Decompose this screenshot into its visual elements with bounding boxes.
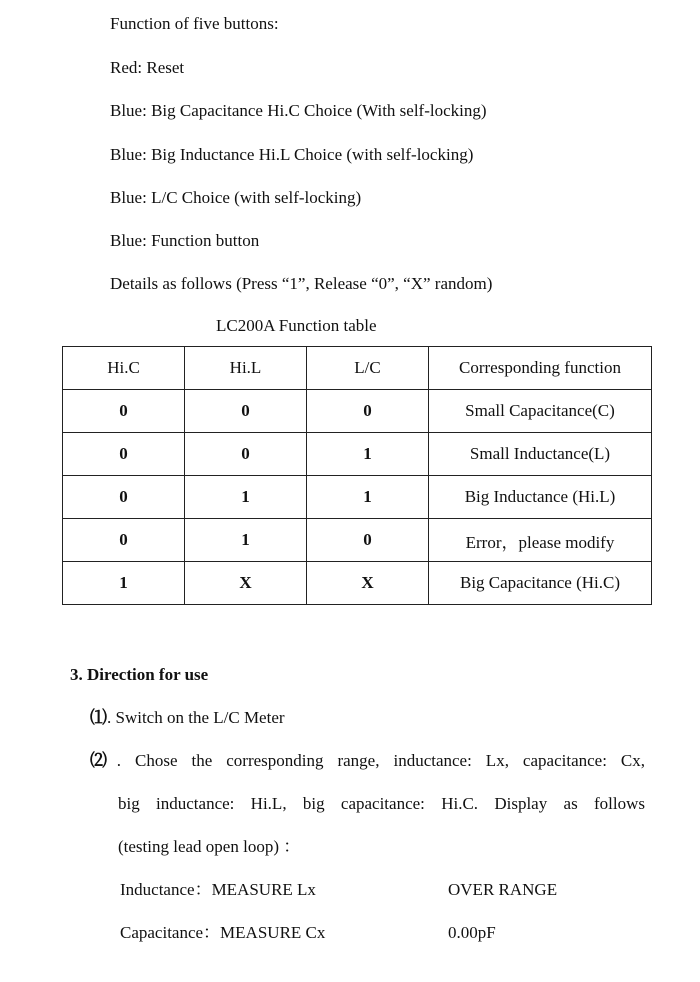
cell-hic: 0 [63,433,185,476]
cell-function: Big Inductance (Hi.L) [429,476,652,519]
header-lc: L/C [307,347,429,390]
intro-line-hic-choice: Blue: Big Capacitance Hi.C Choice (With self-locking) [110,101,487,120]
intro-heading: Function of five buttons: [110,14,279,33]
table-row [63,433,652,476]
cell-lc: X [307,562,429,605]
table-row [63,519,652,562]
table-row [63,476,652,519]
step-2-line-2: big inductance: Hi.L, big capacitance: Hi.C. Display as follows [118,794,645,813]
step-1-marker: ⑴ [90,708,107,727]
intro-line-hil-choice: Blue: Big Inductance Hi.L Choice (with self-locking) [110,145,474,164]
cell-function: Small Inductance(L) [429,433,652,476]
cell-hic: 0 [63,519,185,562]
cell-lc: 0 [307,390,429,433]
cell-function: Error，please modify [429,519,652,562]
cell-hil: 1 [185,476,307,519]
cell-hic: 0 [63,476,185,519]
intro-line-details: Details as follows (Press “1”, Release “0”, “X” random) [110,274,493,293]
section-title: 3. Direction for use [70,665,209,684]
function-table [62,346,652,605]
step-2-line-1 [90,751,645,771]
step-2-marker: ⑵ [90,751,117,770]
header-hil: Hi.L [185,347,307,390]
example-capacitance-label: Capacitance：MEASURE Cx [120,923,326,942]
cell-lc: 1 [307,433,429,476]
header-function: Corresponding function [429,347,652,390]
table-caption: LC200A Function table [216,316,377,335]
table-row [63,562,652,605]
step-2-text-1: . Chose the corresponding range, inductance: Lx, capacitance: Cx, [116,751,646,770]
cell-hil: 0 [185,390,307,433]
table-header-row [63,347,652,390]
cell-function: Big Capacitance (Hi.C) [429,562,652,605]
step-1 [90,708,285,728]
step-1-text: . Switch on the L/C Meter [107,708,285,727]
intro-line-red-reset: Red: Reset [110,58,185,77]
cell-hil: 0 [185,433,307,476]
cell-hic: 0 [63,390,185,433]
step-2-line-3: (testing lead open loop) ： [118,837,301,856]
intro-line-function-button: Blue: Function button [110,231,260,250]
cell-lc: 1 [307,476,429,519]
cell-lc: 0 [307,519,429,562]
cell-hil: 1 [185,519,307,562]
table-row [63,390,652,433]
cell-hic: 1 [63,562,185,605]
example-inductance-value: OVER RANGE [448,880,558,899]
intro-line-lc-choice: Blue: L/C Choice (with self-locking) [110,188,362,207]
example-capacitance-value: 0.00pF [448,923,496,942]
header-hic: Hi.C [63,347,185,390]
cell-function: Small Capacitance(C) [429,390,652,433]
example-inductance-label: Inductance：MEASURE Lx [120,880,316,899]
cell-hil: X [185,562,307,605]
